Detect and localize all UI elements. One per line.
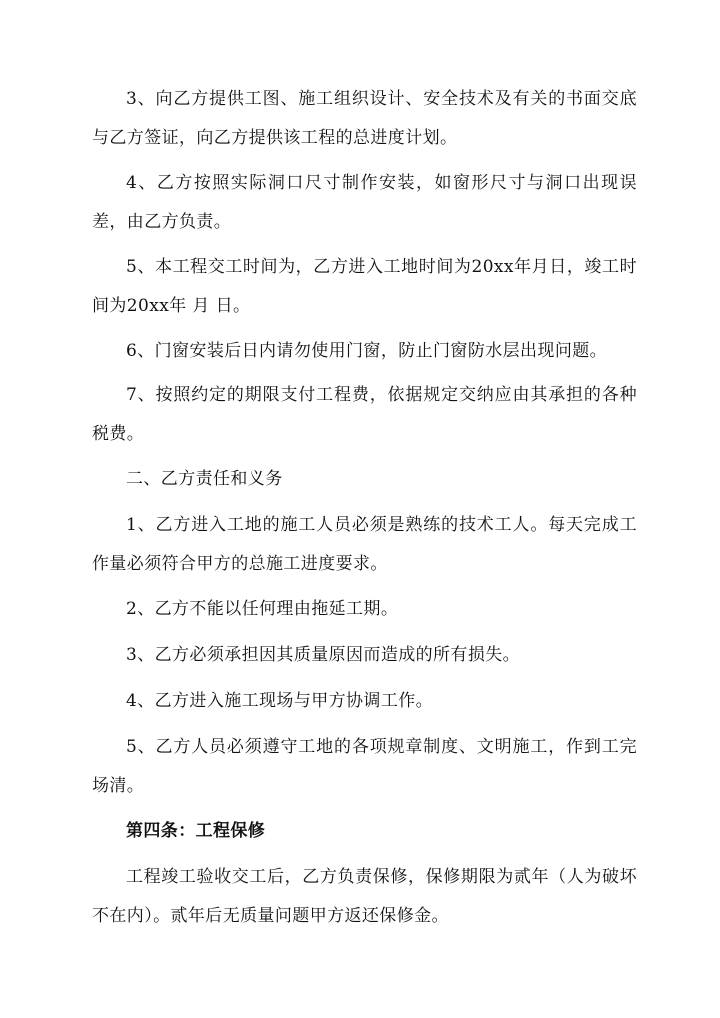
paragraph-a7: 7、按照约定的期限支付工程费，依据规定交纳应由其承担的各种税费。 [92,385,637,444]
section-heading-c: 第四条：工程保修 [126,821,266,841]
paragraph-a6: 6、门窗安装后日内请勿使用门窗，防止门窗防水层出现问题。 [126,341,608,361]
paragraph-b3: 3、乙方必须承担因其质量原因而造成的所有损失。 [126,645,521,665]
paragraph-c1: 工程竣工验收交工后，乙方负责保修，保修期限为贰年（人为破坏不在内）。贰年后无质量问题甲方返还保修金。 [92,867,637,926]
paragraph-a4: 4、乙方按照实际洞口尺寸制作安装，如窗形尺寸与洞口出现误差，由乙方负责。 [92,173,637,232]
paragraph-a3: 3、向乙方提供工图、施工组织设计、安全技术及有关的书面交底与乙方签证，向乙方提供该工程的总进度计划。 [92,89,637,148]
section-heading-b: 二、乙方责任和义务 [126,469,283,489]
paragraph-a5: 5、本工程交工时间为，乙方进入工地时间为20xx年月日，竣工时间为20xx年 月 日。 [92,257,637,316]
paragraph-b1: 1、乙方进入工地的施工人员必须是熟练的技术工人。每天完成工作量必须符合甲方的总施工进度要求。 [92,515,637,574]
paragraph-b5: 5、乙方人员必须遵守工地的各项规章制度、文明施工，作到工完场清。 [92,737,637,796]
paragraph-b2: 2、乙方不能以任何理由拖延工期。 [126,599,399,619]
paragraph-b4: 4、乙方进入施工现场与甲方协调工作。 [126,691,434,711]
